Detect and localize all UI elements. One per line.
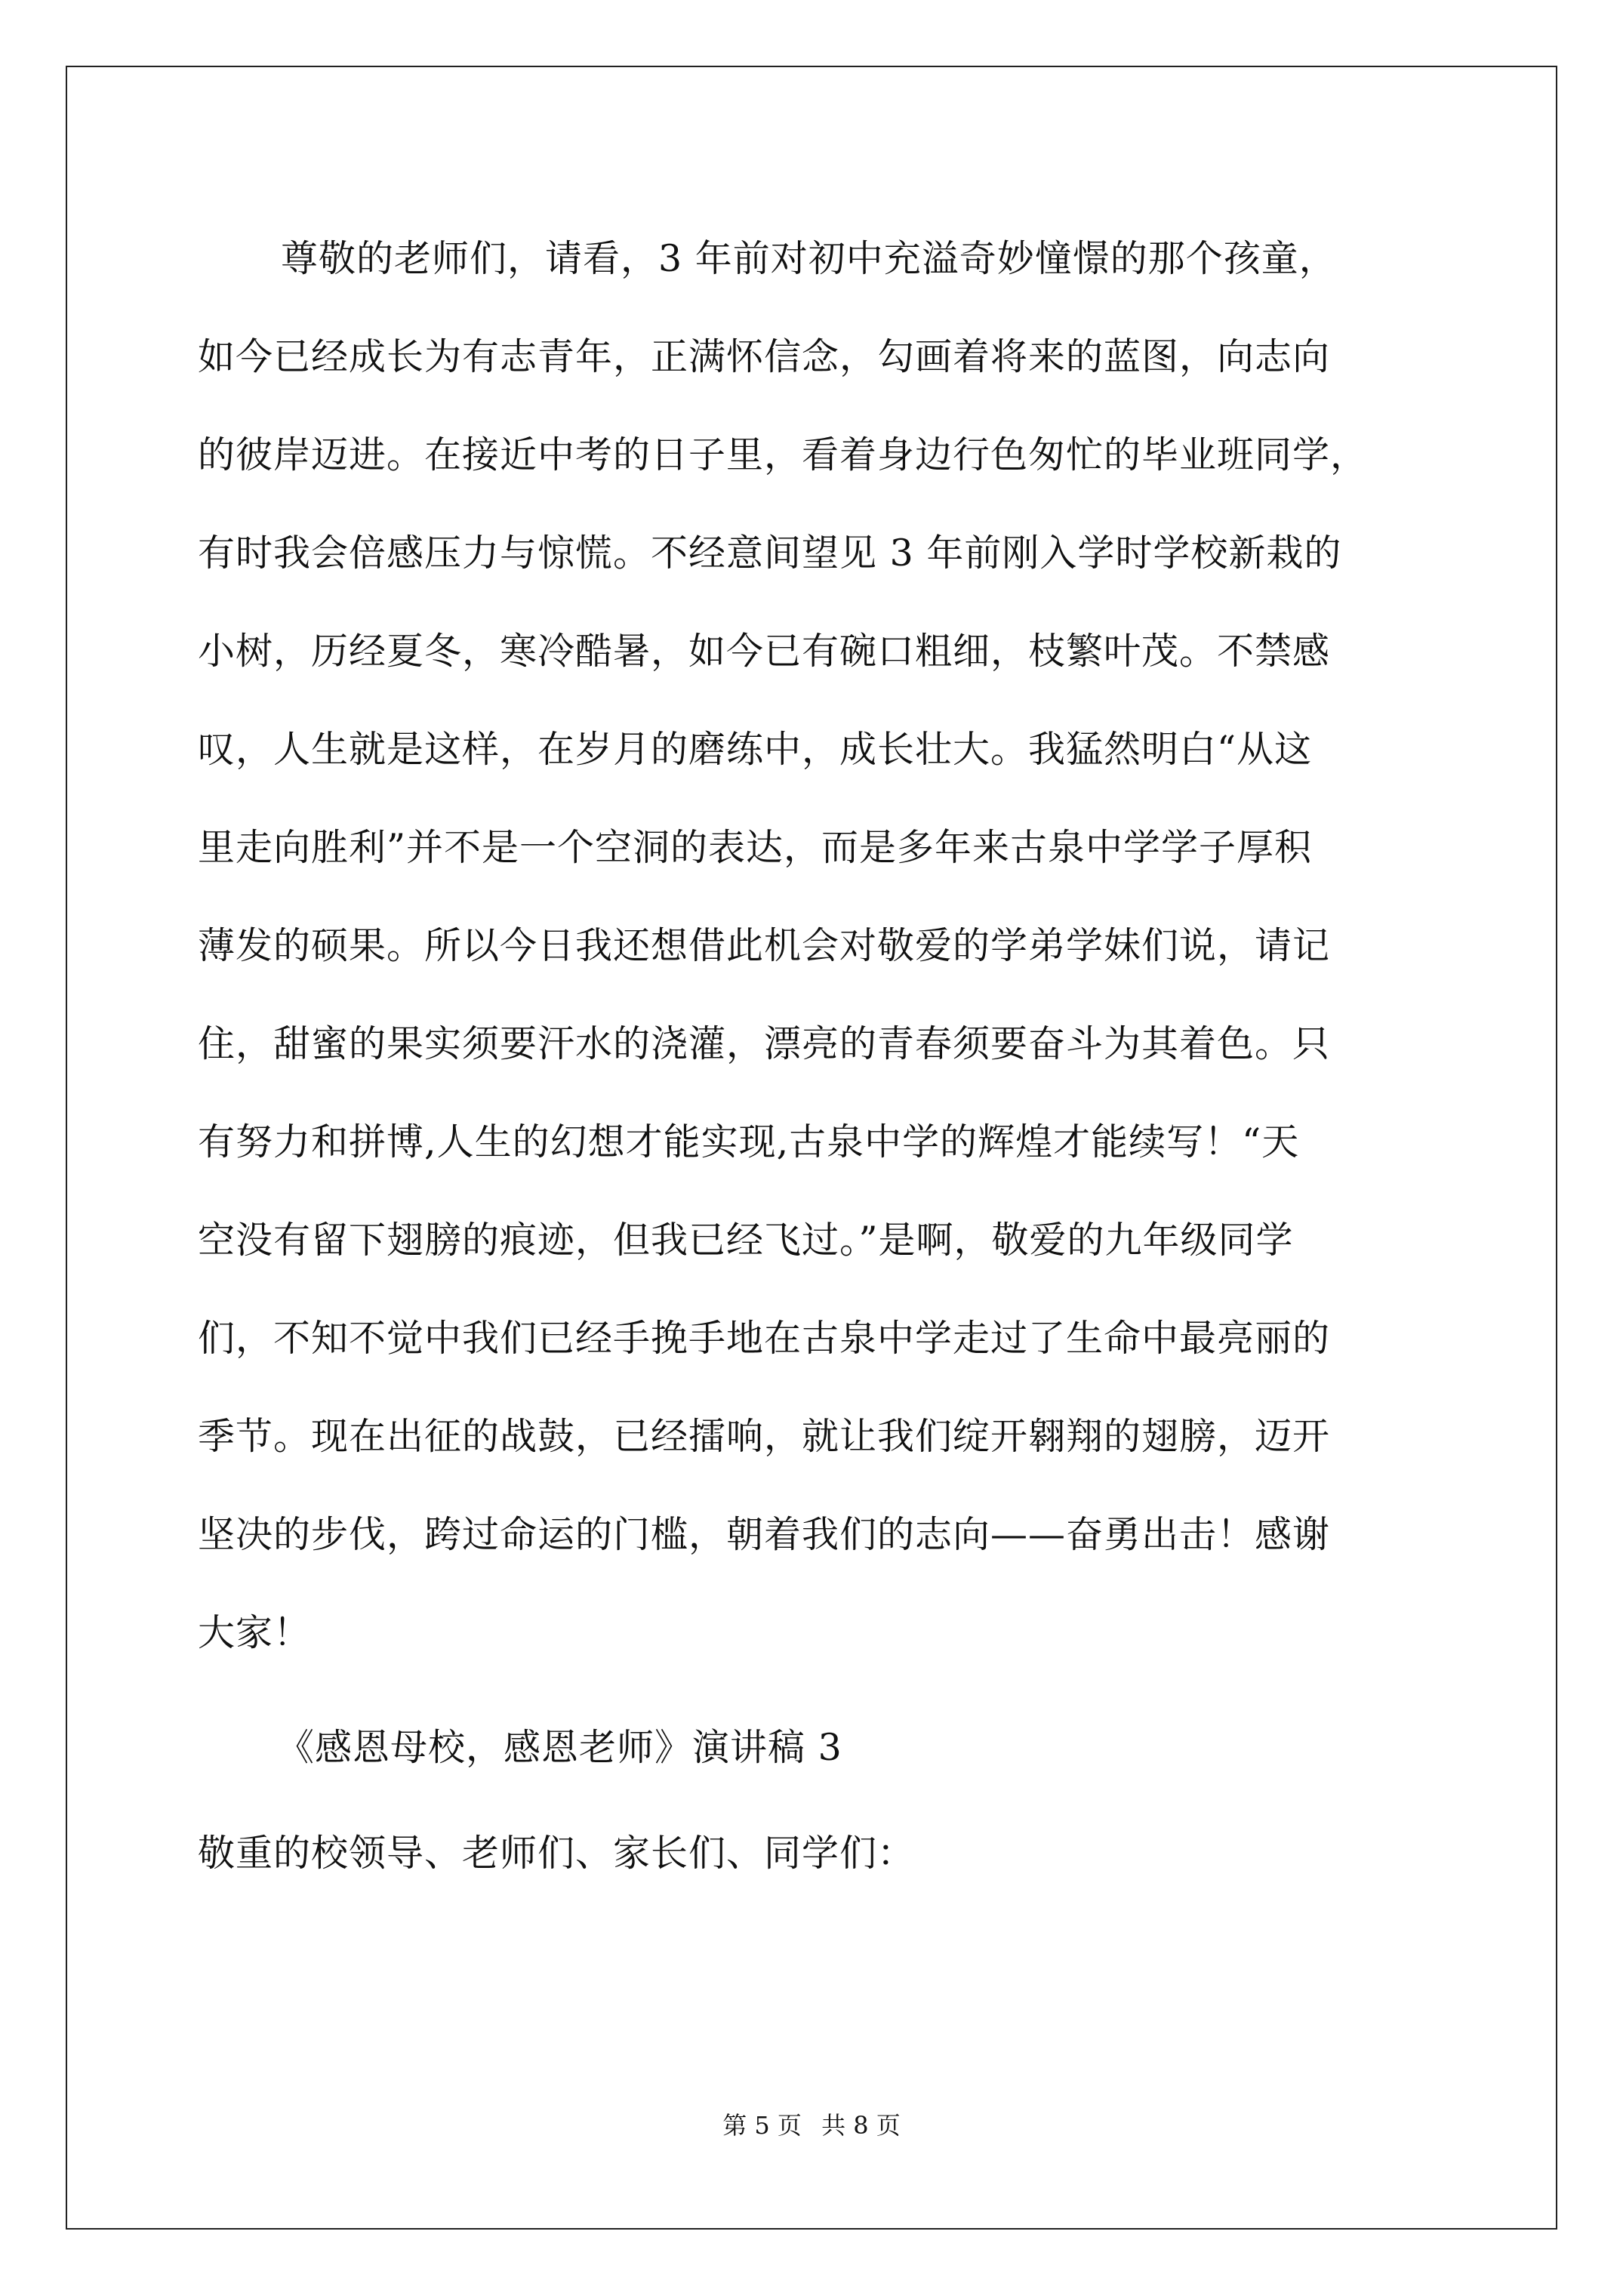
page-total: 共 8 页 (821, 2111, 901, 2140)
paragraph-line: 坚决的步伐，跨过命运的门槛，朝着我们的志向——奋勇出击！感谢 (198, 1513, 1331, 1556)
paragraph-line: 里走向胜利”并不是一个空洞的表达，而是多年来古泉中学学子厚积 (198, 826, 1313, 869)
paragraph-line: 空没有留下翅膀的痕迹，但我已经飞过。”是啊，敬爱的九年级同学 (198, 1219, 1294, 1262)
page-number: 第 5 页 (722, 2111, 802, 2140)
paragraph-line: 有时我会倍感压力与惊慌。不经意间望见 3 年前刚入学时学校新栽的 (198, 532, 1342, 575)
paragraph-line: 如今已经成长为有志青年，正满怀信念，勾画着将来的蓝图，向志向 (198, 335, 1331, 378)
paragraph-line: 大家！ (198, 1611, 312, 1654)
document-body (198, 210, 1443, 1903)
paragraph-line: 有努力和拼博,人生的幻想才能实现,古泉中学的辉煌才能续写！“天 (198, 1120, 1300, 1163)
paragraph-line: 叹，人生就是这样，在岁月的磨练中，成长壮大。我猛然明白“从这 (198, 728, 1313, 771)
salutation: 敬重的校领导、老师们、家长们、同学们： (198, 1832, 916, 1875)
paragraph-line: 的彼岸迈进。在接近中考的日子里，看着身边行色匆忙的毕业班同学， (198, 433, 1369, 476)
paragraph-line: 们，不知不觉中我们已经手挽手地在古泉中学走过了生命中最亮丽的 (198, 1317, 1331, 1360)
paragraph-line: 小树，历经夏冬，寒冷酷暑，如今已有碗口粗细，枝繁叶茂。不禁感 (198, 630, 1331, 673)
paragraph-line: 尊敬的老师们，请看，3 年前对初中充溢奇妙憧憬的那个孩童， (281, 237, 1337, 280)
paragraph-line: 住，甜蜜的果实须要汗水的浇灌，漂亮的青春须要奋斗为其着色。只 (198, 1022, 1331, 1065)
page-footer (0, 2106, 1623, 2141)
section-title: 《感恩母校，感恩老师》演讲稿 3 (277, 1726, 842, 1769)
paragraph-line: 薄发的硕果。所以今日我还想借此机会对敬爱的学弟学妹们说，请记 (198, 924, 1331, 967)
paragraph-line: 季节。现在出征的战鼓，已经擂响，就让我们绽开翱翔的翅膀，迈开 (198, 1415, 1331, 1458)
